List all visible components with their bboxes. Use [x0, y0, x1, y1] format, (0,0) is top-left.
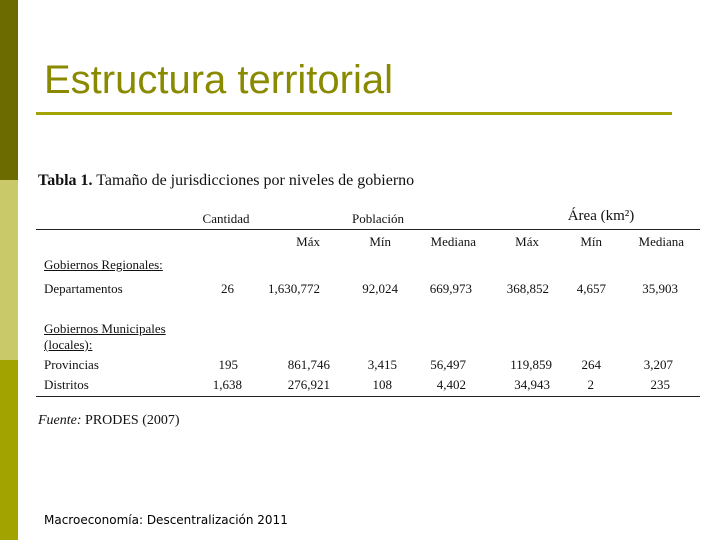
cell-departamentos-poblacion-max: 1,630,772	[268, 281, 320, 296]
side-accent-bar-top	[0, 0, 18, 180]
cell-distritos-poblacion-mediana: 4,402	[436, 377, 466, 392]
cell-distritos-poblacion-min: 108	[372, 377, 392, 392]
cell-provincias-poblacion-mediana: 56,497	[430, 357, 466, 372]
cell-departamentos-cantidad: 26	[221, 281, 234, 296]
cell-departamentos-area-min: 4,657	[576, 281, 606, 296]
slide-footer: Macroeconomía: Descentralización 2011	[44, 513, 288, 527]
cell-distritos-area-min: 2	[587, 377, 594, 392]
table-caption-label: Tabla 1.	[38, 172, 93, 189]
cell-distritos-area-max: 34,943	[514, 377, 550, 392]
slide-title: Estructura territorial	[44, 58, 393, 102]
subheader-area-min: Mín	[580, 234, 602, 249]
cell-provincias-cantidad: 195	[218, 357, 238, 372]
cell-provincias-poblacion-max: 861,746	[287, 357, 330, 372]
side-accent-bar-bottom	[0, 360, 18, 540]
source-label: Fuente:	[38, 413, 82, 428]
subheader-poblacion-min: Mín	[369, 234, 391, 249]
cell-distritos-cantidad: 1,638	[212, 377, 242, 392]
table-source	[38, 413, 180, 429]
table-bottom-rule	[36, 396, 700, 397]
cell-provincias-area-min: 264	[581, 357, 601, 372]
table-caption	[38, 172, 414, 190]
cell-distritos-area-mediana: 235	[650, 377, 670, 392]
table-caption-text: Tamaño de jurisdicciones por niveles de gobierno	[92, 172, 415, 189]
cell-departamentos-poblacion-mediana: 669,973	[429, 281, 472, 296]
side-accent-bar-middle	[0, 180, 18, 360]
cell-departamentos-area-mediana: 35,903	[642, 281, 678, 296]
subheader-poblacion-max: Máx	[296, 234, 320, 249]
header-cantidad: Cantidad	[202, 211, 250, 226]
cell-provincias-poblacion-min: 3,415	[367, 357, 397, 372]
subheader-area-mediana: Mediana	[638, 234, 684, 249]
row-label-distritos: Distritos	[44, 377, 89, 392]
section-gobiernos-municipales-locales: (locales):	[44, 337, 93, 352]
row-label-departamentos: Departamentos	[44, 281, 123, 296]
header-area: Área (km²)	[567, 208, 635, 224]
cell-provincias-area-max: 119,859	[510, 357, 552, 372]
cell-departamentos-area-max: 368,852	[506, 281, 549, 296]
cell-departamentos-poblacion-min: 92,024	[362, 281, 398, 296]
source-text: PRODES (2007)	[81, 413, 180, 428]
cell-provincias-area-mediana: 3,207	[643, 357, 673, 372]
cell-distritos-poblacion-max: 276,921	[287, 377, 330, 392]
section-gobiernos-regionales: Gobiernos Regionales:	[44, 257, 163, 272]
header-poblacion: Población	[352, 211, 404, 226]
subheader-area-max: Máx	[515, 234, 539, 249]
row-label-provincias: Provincias	[44, 357, 99, 372]
subheader-poblacion-mediana: Mediana	[430, 234, 476, 249]
table-top-rule	[36, 229, 700, 230]
section-gobiernos-municipales: Gobiernos Municipales	[44, 321, 166, 336]
title-underline	[36, 112, 672, 115]
